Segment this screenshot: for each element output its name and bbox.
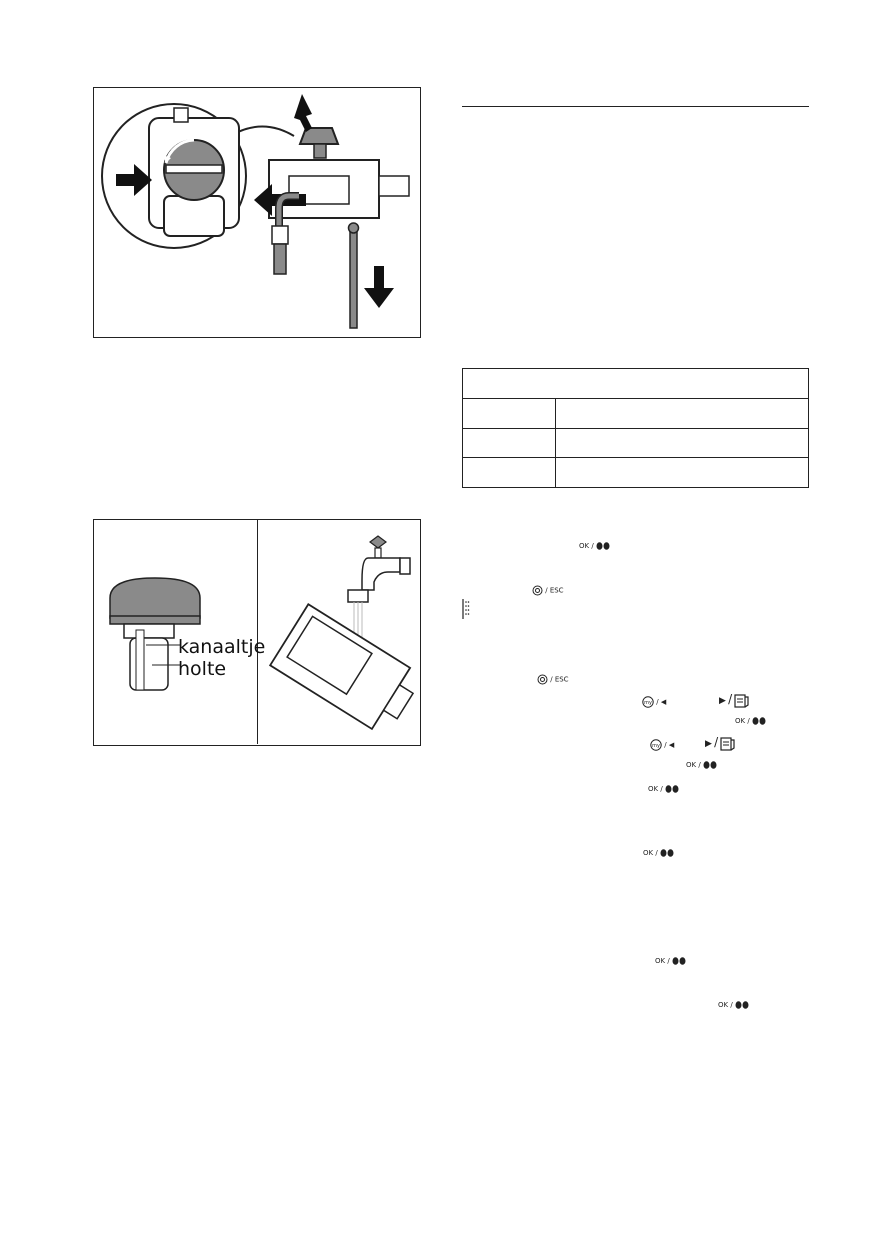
figure-filter-parts-and-rinse — [93, 519, 421, 746]
label-cavity: holte — [178, 658, 227, 680]
coffee-beans-icon — [596, 542, 610, 550]
right-arrow-icon: ▶ — [705, 739, 712, 749]
recipe-menu-icon — [720, 737, 736, 751]
table-cell — [556, 458, 809, 488]
gear-icon — [532, 585, 543, 596]
recipe-menu-icon — [734, 694, 750, 708]
gear-icon — [537, 674, 548, 685]
table-cell — [556, 398, 809, 428]
figure-filter-installation — [93, 87, 421, 338]
filter-level-icon — [462, 598, 470, 620]
ok-beans-symbol: OK / — [718, 1000, 749, 1010]
ok-beans-symbol: OK / — [643, 848, 674, 858]
my-profile-icon — [650, 739, 662, 751]
filter-installation-illustration — [94, 88, 419, 336]
right-menu-symbol: ▶ / — [719, 694, 750, 708]
table-cell — [463, 398, 556, 428]
coffee-beans-icon — [735, 1001, 749, 1009]
table-row — [463, 398, 809, 428]
filter-parts-panel — [94, 520, 266, 744]
table-row — [463, 428, 809, 458]
ok-beans-symbol: OK / — [579, 541, 610, 551]
spec-table — [462, 368, 809, 488]
section-rule — [462, 106, 809, 107]
right-arrow-icon: ▶ — [719, 696, 726, 706]
ok-beans-symbol: OK / — [735, 716, 766, 726]
table-cell — [463, 428, 556, 458]
coffee-beans-icon — [703, 761, 717, 769]
ok-beans-symbol: OK / — [686, 760, 717, 770]
coffee-beans-icon — [660, 849, 674, 857]
filter-cartridge-illustration — [94, 520, 257, 744]
ok-beans-symbol: OK / — [655, 956, 686, 966]
my-left-symbol: my / ◀ — [642, 696, 666, 708]
table-row — [463, 458, 809, 488]
right-menu-symbol: ▶ / — [705, 737, 736, 751]
table-cell — [556, 428, 809, 458]
coffee-beans-icon — [672, 957, 686, 965]
svg-text:my: my — [644, 700, 652, 706]
ok-beans-symbol: OK / — [648, 784, 679, 794]
table-cell — [463, 458, 556, 488]
coffee-beans-icon — [665, 785, 679, 793]
my-left-symbol: my / ◀ — [650, 739, 674, 751]
label-channel: kanaaltje — [178, 636, 266, 658]
my-profile-icon — [642, 696, 654, 708]
svg-text:my: my — [652, 743, 660, 749]
left-arrow-icon: ◀ — [668, 741, 675, 749]
table-header-row — [463, 369, 809, 399]
coffee-beans-icon — [752, 717, 766, 725]
left-arrow-icon: ◀ — [660, 698, 667, 706]
settings-esc-symbol: / ESC — [532, 585, 564, 596]
settings-esc-symbol: / ESC — [537, 674, 569, 685]
table-header-cell — [463, 369, 809, 399]
tap-rinse-illustration — [258, 520, 420, 744]
